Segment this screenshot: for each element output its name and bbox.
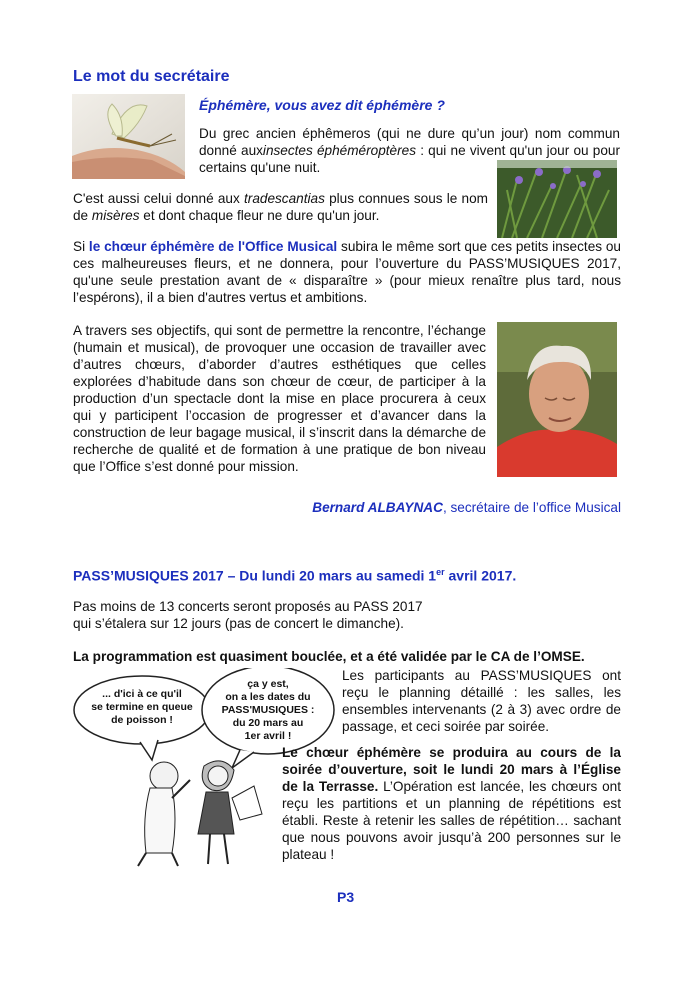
paragraph-2: [73, 190, 488, 224]
bubble-right-line: on a les dates du: [225, 691, 311, 703]
p2-b: plus connues sous le nom de: [73, 191, 488, 223]
programmation-line: La programmation est quasiment bouclée, et a été validée par le CA de l’OMSE.: [73, 649, 585, 664]
p2-italic-2: misères: [91, 208, 140, 223]
bubble-right-text: [206, 678, 330, 743]
bubble-left-text: [78, 688, 206, 727]
p2-c: et dont chaque fleur ne dure qu'un jour.: [139, 208, 380, 223]
intro-line-1: Pas moins de 13 concerts seront proposés au PASS 2017: [73, 599, 423, 614]
bubble-right-line: PASS'MUSIQUES :: [221, 704, 315, 716]
p2-italic-1: tradescantias: [244, 191, 325, 206]
p3-b: subira le même sort que ces petits insectes ou ces malheureuses fleurs, et ne donnera, pour l’ouverture du PASS’MUSIQUES 2017, qu'une seule prestation avant de « disparaître » (pour mieux renaître plus tard, nous l’espérons), il a bien d'autres vertus et ambitions.: [73, 239, 621, 305]
participants-paragraph: Les participants au PASS’MUSIQUES ont reçu le planning détaillé : les salles, les ensembles intervenants (2 à 3) avec ordre de passage, et ceci soirée par soirée.: [342, 668, 621, 734]
bubble-right-line: ça y est,: [247, 678, 289, 690]
p3-highlight: le chœur éphémère de l'Office Musical: [88, 239, 338, 254]
p1-italic: insectes éphéméroptères: [262, 143, 416, 158]
signature-name: Bernard ALBAYNAC: [312, 500, 443, 515]
intro-line-2: qui s’étalera sur 12 jours (pas de concert le dimanche).: [73, 616, 404, 631]
signature-role: , secrétaire de l’office Musical: [442, 500, 621, 515]
p2-a: C'est aussi celui donné aux: [73, 191, 245, 206]
choeur-rest: L’Opération est lancée, les chœurs ont reçu les partitions et un planning de répétitions est établi. Reste à retenir les salles de répétition… sachant que nous pouvons avoir jusqu’à 200 personnes sur le plateau !: [282, 779, 621, 862]
page-number: P3: [337, 889, 355, 905]
p3-a: Si: [73, 239, 89, 254]
pass-title-sup: er: [436, 567, 445, 577]
choeur-bold: Le chœur éphémère se produira au cours de la soirée d’ouverture, soit le lundi 20 mars à l’Église de la Terrasse.: [282, 745, 621, 794]
bubble-left-line: de poisson !: [111, 714, 173, 726]
bubble-left-line: ... d'ici à ce qu'il: [102, 688, 182, 700]
p1-text: Du grec ancien éphêmeros (qui ne dure qu’un jour) nom commun donné aux: [199, 126, 620, 158]
subtitle: Éphémère, vous avez dit éphémère ?: [199, 97, 445, 113]
pass-title-a: PASS’MUSIQUES 2017 – Du lundi 20 mars au samedi 1: [73, 567, 437, 584]
pass-title: [73, 567, 516, 584]
bubble-right-line: 1er avril !: [244, 730, 292, 742]
bubble-right-line: du 20 mars au: [232, 717, 304, 729]
portrait-photo: [497, 322, 617, 477]
tradescantia-photo: [497, 160, 617, 238]
section-title: Le mot du secrétaire: [73, 68, 230, 85]
paragraph-3: [73, 238, 621, 306]
mayfly-photo: [72, 94, 185, 179]
signature: [312, 500, 621, 515]
choeur-paragraph: [282, 744, 621, 863]
pass-title-b: avril 2017.: [444, 567, 517, 584]
p1-end: : qui ne vivent qu'un jour ou pour certains qu'une nuit.: [199, 143, 620, 175]
paragraph-4: A travers ses objectifs, qui sont de permettre la rencontre, l’échange (humain et musical), de provoquer une occasion de travailler avec d’autres chœurs, d’aborder d’autres esthétiques que celles explorées d’habitude dans son chœur de cœur, de participer à la production d’un spectacle dont la mise en place procurera à ceux qui y participent l’occasion de progresser et d’avancer dans la construction de leur bagage musical, il s’inscrit dans la démarche de recherche de qualité et de formation à une pratique de bon niveau que l’Office s’est donné pour mission.: [73, 323, 486, 474]
bubble-left-line: se termine en queue: [91, 701, 193, 713]
